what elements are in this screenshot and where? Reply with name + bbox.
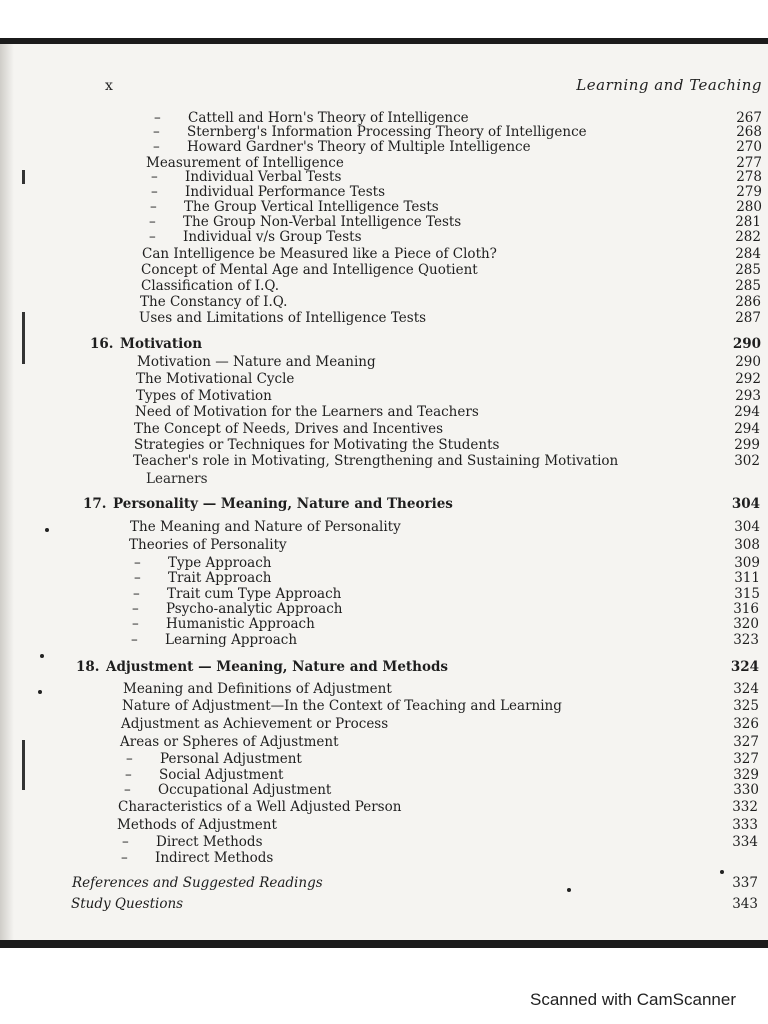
page-number: 308 xyxy=(734,537,760,553)
toc-subentry: Humanistic Approach xyxy=(166,616,315,632)
toc-subentry: The Group Non-Verbal Intelligence Tests xyxy=(183,214,462,230)
page-number: 270 xyxy=(736,139,762,155)
page-number: 294 xyxy=(734,421,760,437)
page-number: 302 xyxy=(734,453,760,469)
toc-subentry: Trait Approach xyxy=(168,570,272,586)
page-number: 277 xyxy=(736,155,762,171)
page-number: 294 xyxy=(734,404,760,420)
page-number: 316 xyxy=(733,601,759,617)
page-number: 327 xyxy=(733,734,759,750)
chapter-title: Motivation xyxy=(120,336,203,352)
toc-entry: Methods of Adjustment xyxy=(117,817,277,833)
subentry-dash: – xyxy=(131,632,138,648)
scan-bottom-edge xyxy=(0,940,768,948)
toc-subentry: Cattell and Horn's Theory of Intelligence xyxy=(188,110,469,126)
toc-entry: Adjustment as Achievement or Process xyxy=(121,716,389,732)
toc-entry: The Meaning and Nature of Personality xyxy=(130,519,401,535)
binding-mark xyxy=(22,170,25,184)
toc-subentry: Social Adjustment xyxy=(159,767,284,783)
page-number: 282 xyxy=(735,229,761,245)
page-number: 337 xyxy=(732,875,758,891)
page-number: 285 xyxy=(735,262,761,278)
subentry-dash: – xyxy=(126,751,133,767)
page-number: 287 xyxy=(735,310,761,326)
page-number: 304 xyxy=(734,519,760,535)
chapter-title: Personality — Meaning, Nature and Theories xyxy=(113,496,453,512)
scan-speck xyxy=(720,870,724,874)
page-number: 278 xyxy=(736,169,762,185)
toc-subentry: Individual Performance Tests xyxy=(185,184,386,200)
toc-subentry: Direct Methods xyxy=(156,834,263,850)
subentry-dash: – xyxy=(132,601,139,617)
toc-subentry: Occupational Adjustment xyxy=(158,782,332,798)
toc-subentry: Learning Approach xyxy=(165,632,298,648)
page-number: 324 xyxy=(730,659,759,675)
toc-subentry: Sternberg's Information Processing Theory of Intelligence xyxy=(187,124,587,140)
subentry-dash: – xyxy=(151,169,158,185)
toc-subentry: Personal Adjustment xyxy=(160,751,302,767)
subentry-dash: – xyxy=(151,184,158,200)
subentry-dash: – xyxy=(150,199,157,215)
toc-entry: The Concept of Needs, Drives and Incentives xyxy=(134,421,444,437)
scanner-watermark: Scanned with CamScanner xyxy=(529,990,736,1009)
page-number: 299 xyxy=(734,437,760,453)
page-number: 281 xyxy=(735,214,761,230)
back-matter-entry: References and Suggested Readings xyxy=(72,875,323,891)
toc-entry: The Constancy of I.Q. xyxy=(140,294,288,310)
toc-entry: Types of Motivation xyxy=(136,388,272,404)
chapter-number: 18. xyxy=(76,659,100,675)
toc-subentry: Individual Verbal Tests xyxy=(185,169,342,185)
page-number: 325 xyxy=(733,698,759,714)
scan-speck xyxy=(567,888,571,892)
page-number: 334 xyxy=(732,834,758,850)
toc-entry: The Motivational Cycle xyxy=(136,371,295,387)
page-number: 290 xyxy=(735,354,761,370)
page-number: 332 xyxy=(732,799,758,815)
toc-entry: Concept of Mental Age and Intelligence Quotient xyxy=(141,262,478,278)
toc-subentry: Psycho-analytic Approach xyxy=(166,601,343,617)
toc-subentry: The Group Vertical Intelligence Tests xyxy=(184,199,439,215)
page-number: 324 xyxy=(733,681,759,697)
subentry-dash: – xyxy=(121,850,128,866)
toc-entry: Motivation — Nature and Meaning xyxy=(137,354,376,370)
page-number: 320 xyxy=(733,616,759,632)
subentry-dash: – xyxy=(134,570,141,586)
chapter-number: 17. xyxy=(83,496,107,512)
subentry-dash: – xyxy=(125,767,132,783)
scan-speck xyxy=(40,654,44,658)
page-binding-shadow xyxy=(0,44,14,940)
back-matter-entry: Study Questions xyxy=(71,896,184,912)
subentry-dash: – xyxy=(124,782,131,798)
page-number: 330 xyxy=(733,782,759,798)
page-number: 280 xyxy=(736,199,762,215)
toc-entry: Uses and Limitations of Intelligence Tests xyxy=(139,310,427,326)
page-number: 293 xyxy=(735,388,761,404)
page-number: 326 xyxy=(733,716,759,732)
subentry-dash: – xyxy=(149,229,156,245)
page-number: 323 xyxy=(733,632,759,648)
page-number: 311 xyxy=(734,570,760,586)
toc-entry: Classification of I.Q. xyxy=(141,278,280,294)
running-head-title: Learning and Teaching xyxy=(576,76,762,94)
toc-entry: Measurement of Intelligence xyxy=(146,155,344,171)
page-number: 309 xyxy=(734,555,760,571)
page-number: 329 xyxy=(733,767,759,783)
toc-entry: Strategies or Techniques for Motivating the Students xyxy=(134,437,500,453)
toc-subentry: Trait cum Type Approach xyxy=(167,586,342,602)
subentry-dash: – xyxy=(153,124,160,140)
page-number: 333 xyxy=(732,817,758,833)
page-numeral: x xyxy=(105,78,113,94)
subentry-dash: – xyxy=(153,139,160,155)
toc-entry: Areas or Spheres of Adjustment xyxy=(120,734,339,750)
subentry-dash: – xyxy=(134,555,141,571)
toc-subentry: Howard Gardner's Theory of Multiple Intelligence xyxy=(187,139,531,155)
subentry-dash: – xyxy=(149,214,156,230)
toc-entry: Theories of Personality xyxy=(129,537,287,553)
chapter-number: 16. xyxy=(90,336,114,352)
toc-subentry: Indirect Methods xyxy=(155,850,274,866)
page-number: 315 xyxy=(734,586,760,602)
subentry-dash: – xyxy=(122,834,129,850)
page-number: 290 xyxy=(732,336,761,352)
page-number: 327 xyxy=(733,751,759,767)
toc-entry: Can Intelligence be Measured like a Piece of Cloth? xyxy=(142,246,497,262)
binding-mark xyxy=(22,312,25,364)
scan-speck xyxy=(45,528,49,532)
toc-subentry: Type Approach xyxy=(168,555,272,571)
subentry-dash: – xyxy=(132,616,139,632)
binding-mark xyxy=(22,740,25,790)
page-number: 286 xyxy=(735,294,761,310)
page-number: 284 xyxy=(735,246,761,262)
page-number: 267 xyxy=(736,110,762,126)
toc-entry: Meaning and Definitions of Adjustment xyxy=(123,681,392,697)
scan-speck xyxy=(38,690,42,694)
subentry-dash: – xyxy=(133,586,140,602)
toc-subentry: Individual v/s Group Tests xyxy=(183,229,362,245)
chapter-title: Adjustment — Meaning, Nature and Methods xyxy=(106,659,449,675)
page-number: 292 xyxy=(735,371,761,387)
page-number: 279 xyxy=(736,184,762,200)
page-number: 343 xyxy=(732,896,758,912)
page-number: 285 xyxy=(735,278,761,294)
toc-entry: Teacher's role in Motivating, Strengthening and Sustaining Motivation xyxy=(133,453,619,469)
toc-entry: Need of Motivation for the Learners and Teachers xyxy=(135,404,479,420)
toc-entry: Nature of Adjustment—In the Context of Teaching and Learning xyxy=(122,698,562,714)
page-number: 268 xyxy=(736,124,762,140)
toc-entry: Characteristics of a Well Adjusted Person xyxy=(118,799,402,815)
page-number: 304 xyxy=(731,496,760,512)
toc-entry-continuation: Learners xyxy=(146,471,208,487)
subentry-dash: – xyxy=(154,110,161,126)
